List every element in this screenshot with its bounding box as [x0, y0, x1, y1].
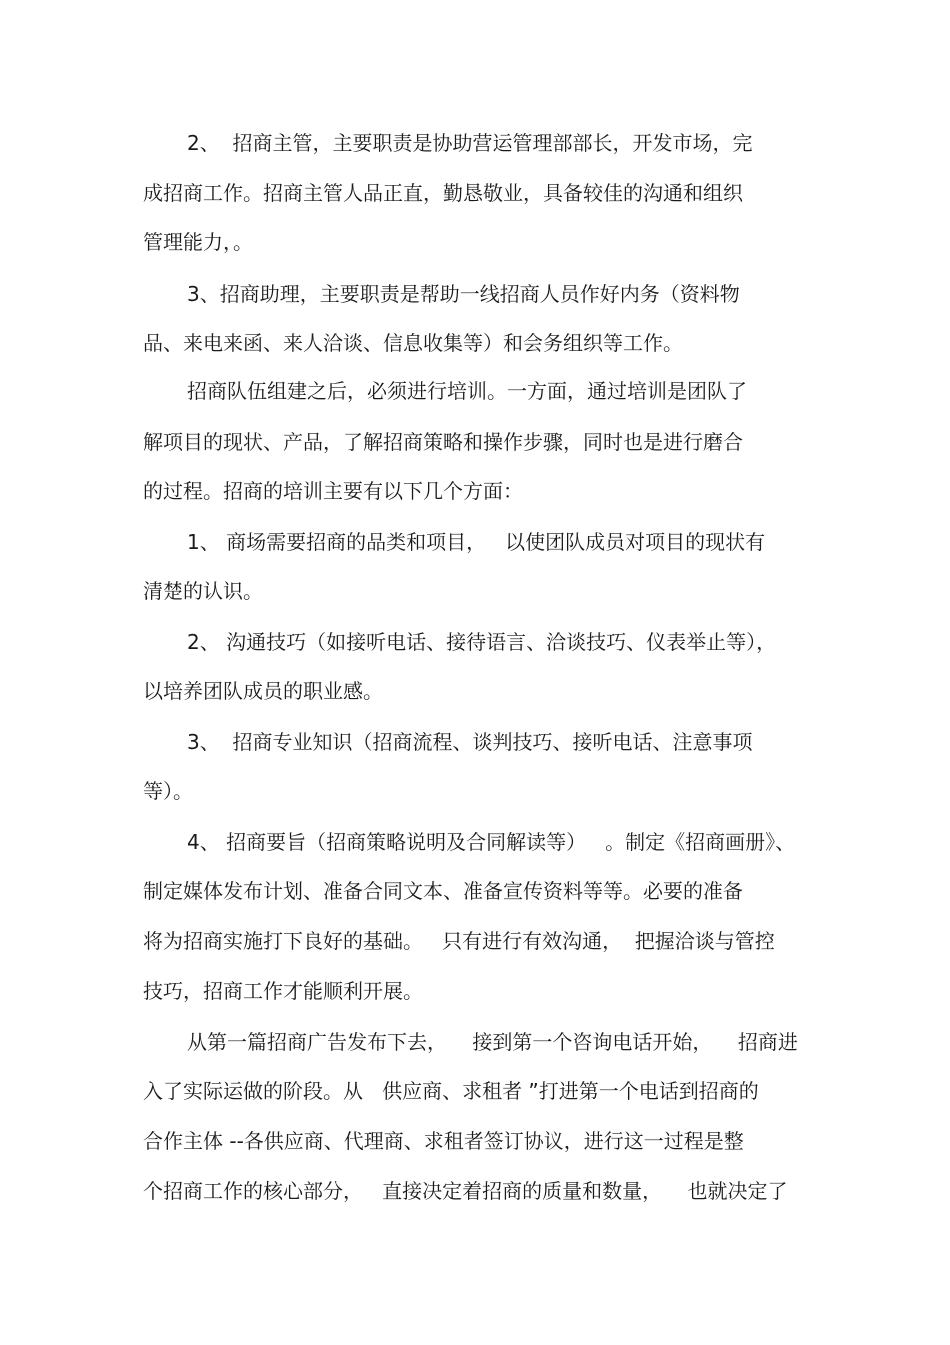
text-line: 从第一篇招商广告发布下去， 接到第一个咨询电话开始， 招商进 — [187, 1030, 798, 1054]
text-line: 技巧，招商工作才能顺利开展。 — [143, 979, 423, 1003]
text-line: 2、 招商主管，主要职责是协助营运管理部部长，开发市场，完 — [187, 131, 753, 155]
text-line: 管理能力，。 — [143, 230, 253, 254]
text-line: 入了实际运做的阶段。从 供应商、求租者 ”打进第一个电话到招商的 — [143, 1079, 759, 1103]
text-line: 清楚的认识。 — [143, 579, 263, 603]
text-line: 1、 商场需要招商的品类和项目， 以使团队成员对项目的现状有 — [187, 530, 766, 554]
text-line: 个招商工作的核心部分， 直接决定着招商的质量和数量， 也就决定了 — [143, 1179, 788, 1203]
text-line: 将为招商实施打下良好的基础。 只有进行有效沟通， 把握洽谈与管控 — [143, 929, 775, 953]
text-line: 2、 沟通技巧（如接听电话、接待语言、洽谈技巧、仪表举止等）， — [187, 630, 777, 654]
text-line: 招商队伍组建之后，必须进行培训。一方面，通过培训是团队了 — [187, 379, 747, 403]
text-line: 的过程。招商的培训主要有以下几个方面： — [143, 479, 523, 503]
text-line: 以培养团队成员的职业感。 — [143, 679, 383, 703]
text-line: 合作主体 --各供应商、代理商、求租者签订协议，进行这一过程是整 — [143, 1129, 744, 1153]
text-line: 4、 招商要旨（招商策略说明及合同解读等） 。制定《招商画册》、 — [187, 830, 796, 854]
text-line: 等）。 — [143, 779, 193, 803]
text-line: 3、 招商专业知识（招商流程、谈判技巧、接听电话、注意事项 — [187, 730, 753, 754]
text-line: 制定媒体发布计划、准备合同文本、准备宣传资料等等。必要的准备 — [143, 879, 743, 903]
text-line: 3、招商助理，主要职责是帮助一线招商人员作好内务（资料物 — [187, 282, 740, 306]
text-line: 品、来电来函、来人洽谈、信息收集等）和会务组织等工作。 — [143, 331, 683, 355]
text-line: 成招商工作。招商主管人品正直，勤恳敬业，具备较佳的沟通和组织 — [143, 181, 743, 205]
text-line: 解项目的现状、产品，了解招商策略和操作步骤，同时也是进行磨合 — [143, 430, 743, 454]
